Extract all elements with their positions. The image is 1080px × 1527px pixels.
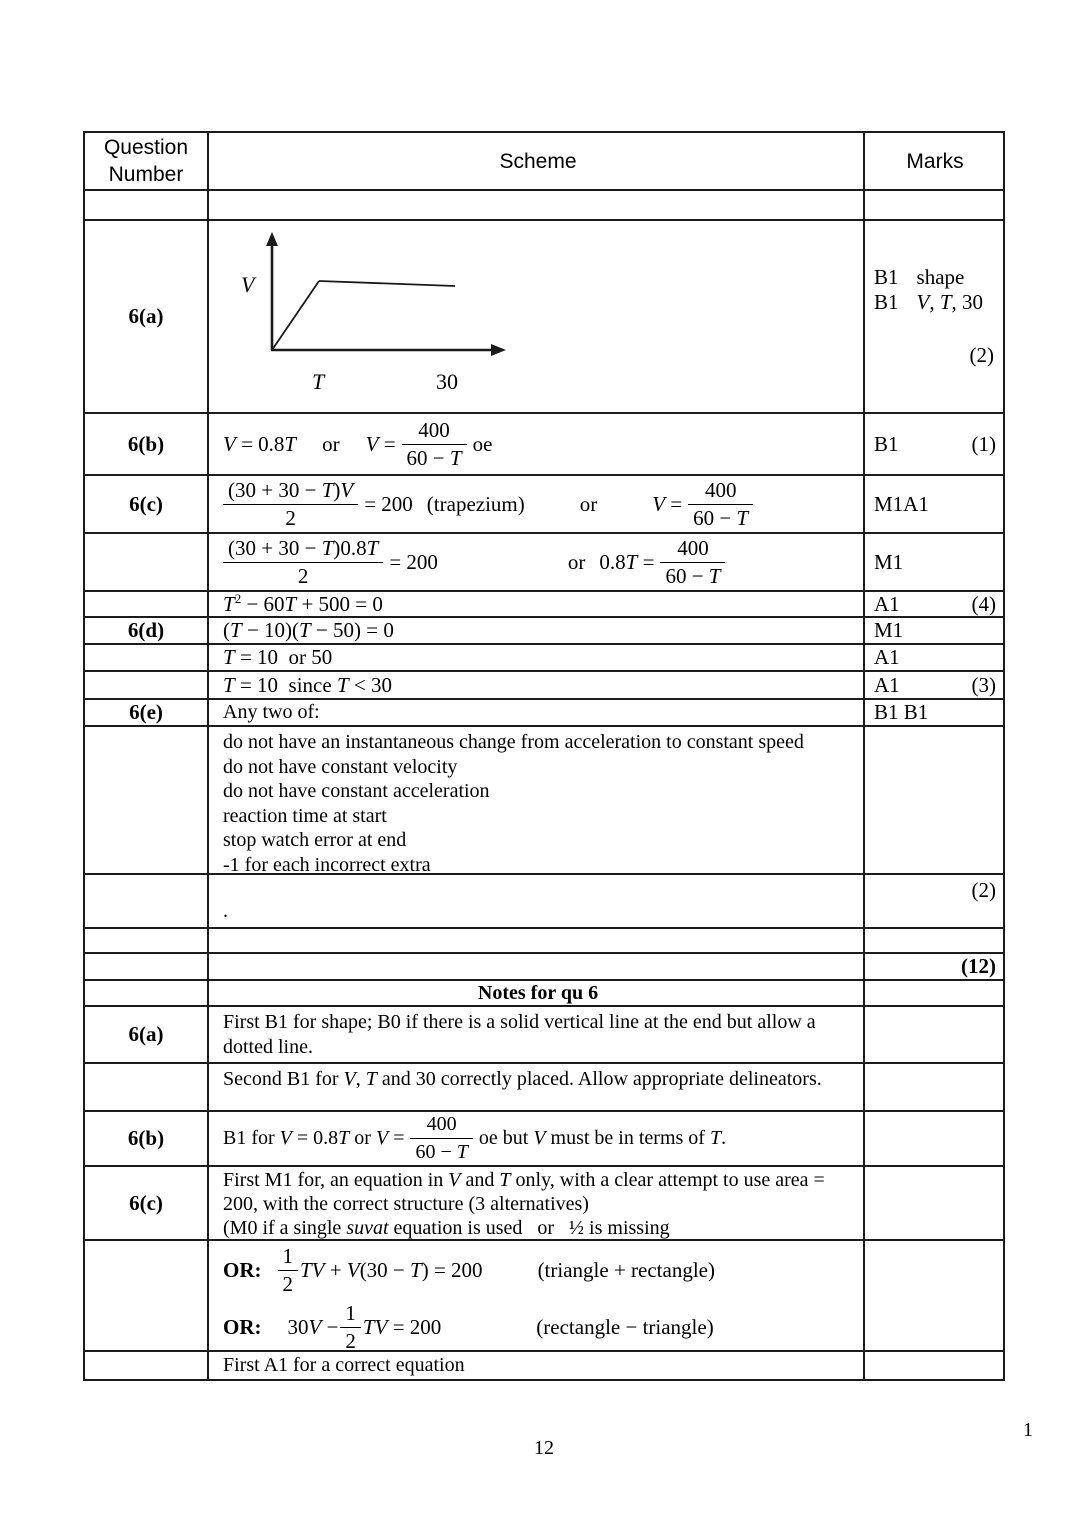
fraction: $\frac{400}{60 - T}$ <box>402 419 467 470</box>
mark-code: A1 <box>874 591 900 616</box>
part-subtotal: (2) <box>969 343 994 367</box>
mark-code: M1 <box>874 549 904 574</box>
x-axis-arrow-icon <box>491 344 506 356</box>
equation: V = <box>652 491 683 516</box>
marks-cell-6d2 <box>863 645 1003 670</box>
fraction: $\frac{(30 + 30 - T)0.8T}{2}$ <box>223 537 383 588</box>
note-text: B1 for V = 0.8T or V = <box>223 1127 405 1149</box>
row-note-6a-1 <box>85 1007 1003 1064</box>
method-text: (rectangle − triangle) <box>536 1314 714 1339</box>
scheme-cell-6e <box>209 700 863 725</box>
fraction: $\frac{1}{2}$ <box>278 1245 299 1296</box>
note-text: (M0 if a single suvat equation is used or ½ is missing <box>223 1217 670 1239</box>
or-text: or <box>567 549 586 574</box>
equation: TV = 200 <box>362 1314 442 1339</box>
equation: (T − 10)(T − 50) = 0 <box>223 618 394 642</box>
equation: 0.8T = <box>599 549 655 574</box>
graph-t-label: T <box>312 369 325 394</box>
list-item: do not have constant velocity <box>223 755 458 778</box>
velocity-time-graph <box>229 231 529 399</box>
scheme-cell-dot <box>209 875 863 927</box>
row-note-6b <box>85 1112 1003 1167</box>
or-alternative-2 <box>223 1302 853 1352</box>
row-note-first-a1 <box>85 1352 1003 1379</box>
marks-cell-6e <box>863 700 1003 725</box>
method-text: (triangle + rectangle) <box>537 1257 715 1282</box>
marks-cell-6e-subtotal <box>863 875 1003 927</box>
note-text-cell <box>209 1167 863 1239</box>
question-label-6a: 6(a) <box>85 221 209 412</box>
marks-cell-6b <box>863 414 1003 474</box>
row-question-total <box>85 954 1003 981</box>
mark-code: M1A1 <box>874 491 929 516</box>
row-6e <box>85 700 1003 727</box>
scheme-cell-6d3 <box>209 672 863 698</box>
equation: = 200 <box>364 491 413 516</box>
acceleration-segment <box>272 281 319 350</box>
row-6c-1 <box>85 476 1003 534</box>
note-label-6b: 6(b) <box>85 1112 209 1165</box>
equation: T = 10 since T < 30 <box>223 672 392 697</box>
marks-cell-6c3 <box>863 592 1003 616</box>
row-note-or-alternatives <box>85 1241 1003 1352</box>
question-label-6c: 6(c) <box>85 476 209 532</box>
fraction: $\frac{(30 + 30 - T)V}{2}$ <box>223 479 358 530</box>
note-text-cell <box>209 1241 863 1353</box>
marks-cell-6d1 <box>863 618 1003 643</box>
mark-code: A1 <box>874 645 900 669</box>
or-prefix: OR: <box>223 1257 262 1282</box>
row-6e-options <box>85 727 1003 875</box>
question-label-6b: 6(b) <box>85 414 209 474</box>
method-text: (trapezium) <box>426 491 525 516</box>
notes-title: Notes for qu 6 <box>477 981 599 1004</box>
equation: V = <box>365 431 396 456</box>
mark-code: B1 <box>874 265 899 289</box>
row-6a <box>85 221 1003 414</box>
note-label-6a: 6(a) <box>85 1007 209 1062</box>
scheme-cell-6e-options <box>209 727 863 876</box>
mark-scheme-table <box>83 131 1005 1381</box>
scheme-cell-6c2 <box>209 534 863 590</box>
row-6b <box>85 414 1003 476</box>
list-item: -1 for each incorrect extra <box>223 853 431 876</box>
page-number: 12 <box>534 1437 554 1459</box>
fraction: $\frac{400}{60 - T}$ <box>660 537 725 588</box>
note-label-6c: 6(c) <box>85 1167 209 1239</box>
mark-code: B1 <box>874 290 899 314</box>
oe-text: oe <box>472 431 493 456</box>
graph-v-label: V <box>241 272 255 297</box>
mark-code: M1 <box>874 618 904 642</box>
equation: V = 0.8T <box>223 431 297 456</box>
note-text-cell <box>209 1352 863 1379</box>
row-6c-3 <box>85 592 1003 618</box>
equation: TV + V(30 − T) = 200 <box>300 1257 483 1282</box>
row-note-6a-2 <box>85 1064 1003 1112</box>
note-text: oe but V must be in terms of T. <box>478 1127 727 1149</box>
row-6d-2 <box>85 645 1003 672</box>
row-6d-1 <box>85 618 1003 645</box>
equation: 30V − <box>287 1314 339 1339</box>
marks-cell-6a <box>863 221 1003 412</box>
fraction: $\frac{400}{60 - T}$ <box>410 1113 472 1164</box>
fraction: $\frac{1}{2}$ <box>340 1302 361 1353</box>
or-text: or <box>579 491 598 516</box>
constant-speed-segment <box>319 281 455 286</box>
equation: T = 10 or 50 <box>223 645 333 669</box>
row-6c-2 <box>85 534 1003 592</box>
part-subtotal: (3) <box>971 672 996 697</box>
part-subtotal: (1) <box>971 431 996 456</box>
header-marks: Marks <box>863 133 1003 189</box>
scheme-cell-6b <box>209 414 863 474</box>
note-text-cell <box>209 1007 863 1062</box>
note-text: First A1 for a correct equation <box>223 1354 465 1376</box>
list-item: stop watch error at end <box>223 829 407 852</box>
row-6e-subtotal <box>85 875 1003 929</box>
question-label-6e: 6(e) <box>85 700 209 725</box>
question-label-6d: 6(d) <box>85 618 209 643</box>
equation: $T^2 - 60T + 500 = 0$ <box>223 591 383 616</box>
or-alternative-1 <box>223 1245 853 1295</box>
note-text: First B1 for shape; B0 if there is a solid vertical line at the end but allow a dotted line. <box>223 1011 816 1058</box>
corner-page-number: 1 <box>1023 1419 1033 1441</box>
list-item: reaction time at start <box>223 804 387 827</box>
marks-cell-6d3 <box>863 672 1003 698</box>
marks-cell-6c1 <box>863 476 1003 532</box>
empty-row <box>85 191 1003 221</box>
scheme-cell-6c3 <box>209 592 863 616</box>
question-total: (12) <box>863 954 1003 979</box>
mark-code: B1 <box>874 431 899 456</box>
marks-cell-6c2 <box>863 534 1003 590</box>
note-text: First M1 for, an equation in V and T only, with a clear attempt to use area = 200, with the correct structure (3 alternatives) <box>223 1169 825 1215</box>
note-text-cell <box>209 1112 863 1165</box>
empty-row <box>85 929 1003 954</box>
table-header-row <box>85 133 1003 191</box>
scheme-cell-6a <box>209 221 863 412</box>
or-text: or <box>322 431 340 456</box>
scheme-cell-6d1 <box>209 618 863 643</box>
header-scheme: Scheme <box>499 149 577 173</box>
scheme-cell-6d2 <box>209 645 863 670</box>
part-subtotal: (2) <box>971 878 996 902</box>
graph-30-label: 30 <box>436 369 458 394</box>
list-item: do not have constant acceleration <box>223 780 490 803</box>
equation: = 200 <box>389 549 438 574</box>
mark-desc: shape <box>916 265 965 289</box>
mark-code: A1 <box>874 672 900 697</box>
y-axis-arrow-icon <box>266 232 278 246</box>
stray-dot: . <box>223 900 228 922</box>
scheme-cell-6c1 <box>209 476 863 532</box>
mark-code: B1 B1 <box>874 700 929 724</box>
note-text-cell <box>209 1064 863 1110</box>
row-6d-3 <box>85 672 1003 700</box>
header-question-number: Question Number <box>85 133 209 189</box>
list-item: do not have an instantaneous change from acceleration to constant speed <box>223 731 804 753</box>
row-note-6c <box>85 1167 1003 1241</box>
scheme-text: Any two of: <box>223 701 320 723</box>
mark-desc: V, T, 30 <box>916 290 984 314</box>
part-subtotal: (4) <box>971 591 996 616</box>
or-prefix: OR: <box>223 1314 262 1339</box>
row-notes-title <box>85 981 1003 1007</box>
note-text: Second B1 for V, T and 30 correctly placed. Allow appropriate delineators. <box>223 1068 822 1090</box>
fraction: $\frac{400}{60 - T}$ <box>688 479 753 530</box>
